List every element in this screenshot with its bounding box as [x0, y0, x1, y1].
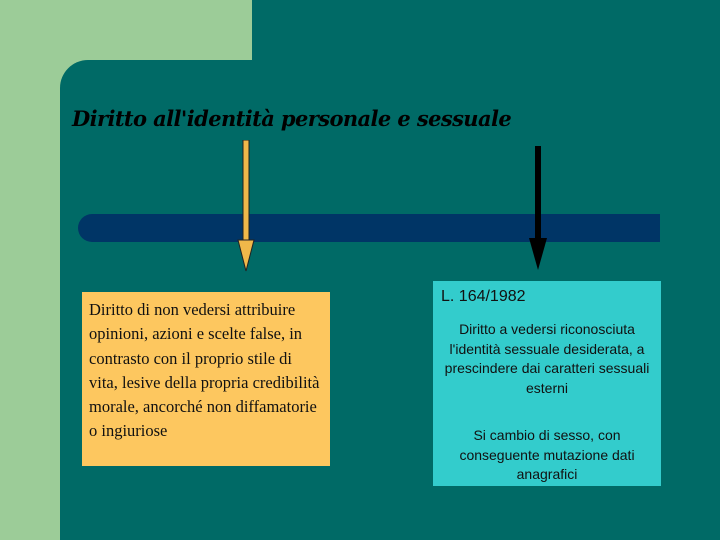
arrow-down-left-icon [236, 140, 256, 272]
left-box-text: Diritto di non vedersi attribuire opinioni, azioni e scelte false, in contrasto con il proprio stile di vita, lesive della propria credibilità morale, ancorché non diffamatorie o ingiuriose [89, 300, 320, 441]
right-description-box [433, 281, 661, 486]
law-reference: L. 164/1982 [441, 288, 526, 305]
arrow-down-right-icon [528, 146, 548, 270]
left-description-box [82, 292, 330, 466]
slide-title: Diritto all'identità personale e sessuale [72, 106, 512, 131]
right-box-paragraph-2: Si cambio di sesso, con conseguente mutazione dati anagrafici [459, 427, 635, 482]
timeline-bar [78, 214, 660, 242]
right-box-paragraph-1: Diritto a vedersi riconosciuta l'identità sessuale desiderata, a prescindere dai caratteri sessuali esterni [444, 321, 650, 396]
